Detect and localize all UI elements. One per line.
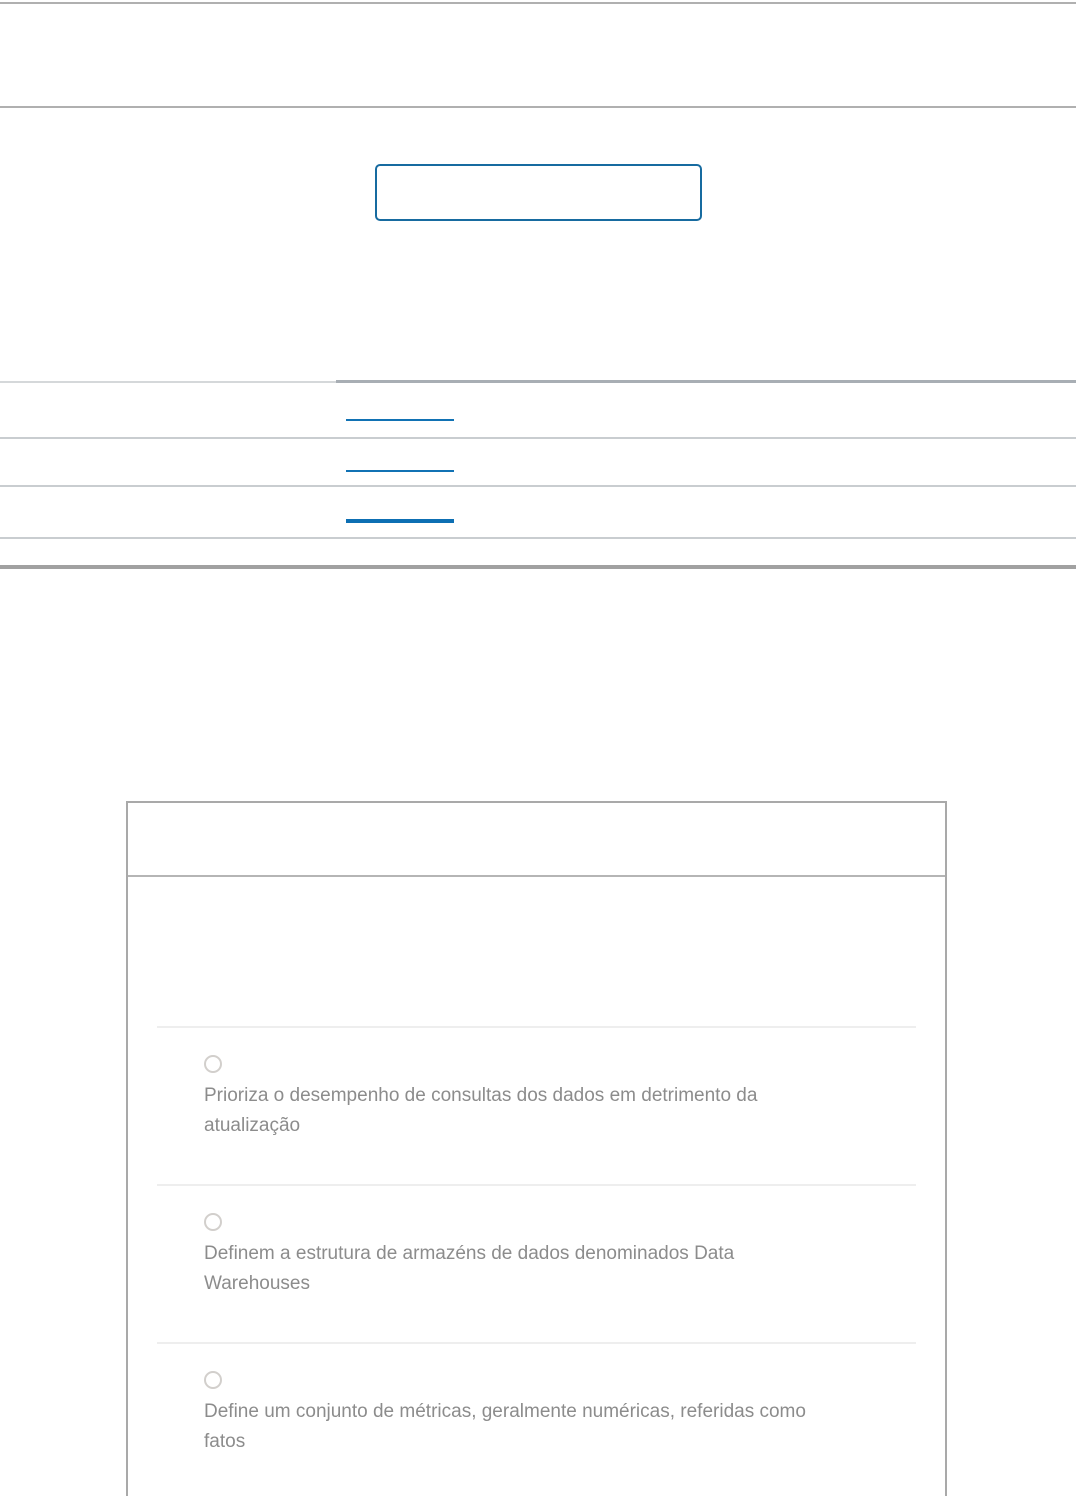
option-label-line: fatos bbox=[204, 1431, 246, 1452]
table-row-divider-3 bbox=[0, 537, 1076, 539]
table-top-border-right bbox=[336, 380, 1076, 383]
section-end-rule bbox=[0, 565, 1076, 569]
option-label-line: Definem a estrutura de armazéns de dados denominados Data bbox=[204, 1243, 735, 1264]
table-top-border-left bbox=[0, 381, 336, 383]
answer-option-3[interactable] bbox=[157, 1342, 916, 1496]
table-row-divider-2 bbox=[0, 485, 1076, 487]
option-label-line: Define um conjunto de métricas, geralmente numéricas, referidas como bbox=[204, 1401, 806, 1422]
summary-table-link-1[interactable] bbox=[346, 419, 454, 421]
question-card-header bbox=[128, 803, 945, 877]
question-card bbox=[126, 801, 947, 1496]
question-card-body bbox=[128, 1026, 945, 1496]
top-page-rule bbox=[0, 2, 1076, 4]
table-row-divider-1 bbox=[0, 437, 1076, 439]
header-bottom-rule bbox=[0, 106, 1076, 108]
answer-option-1[interactable] bbox=[157, 1026, 916, 1184]
primary-action-button[interactable] bbox=[375, 164, 702, 221]
summary-table-link-2[interactable] bbox=[346, 470, 454, 472]
summary-table-link-3[interactable] bbox=[346, 519, 454, 523]
answer-option-2[interactable] bbox=[157, 1184, 916, 1342]
option-label-line: Warehouses bbox=[204, 1273, 310, 1294]
radio-button-icon[interactable] bbox=[204, 1371, 222, 1389]
option-label-line: Prioriza o desempenho de consultas dos dados em detrimento da bbox=[204, 1085, 758, 1106]
option-label-line: atualização bbox=[204, 1115, 301, 1136]
radio-button-icon[interactable] bbox=[204, 1055, 222, 1073]
radio-button-icon[interactable] bbox=[204, 1213, 222, 1231]
